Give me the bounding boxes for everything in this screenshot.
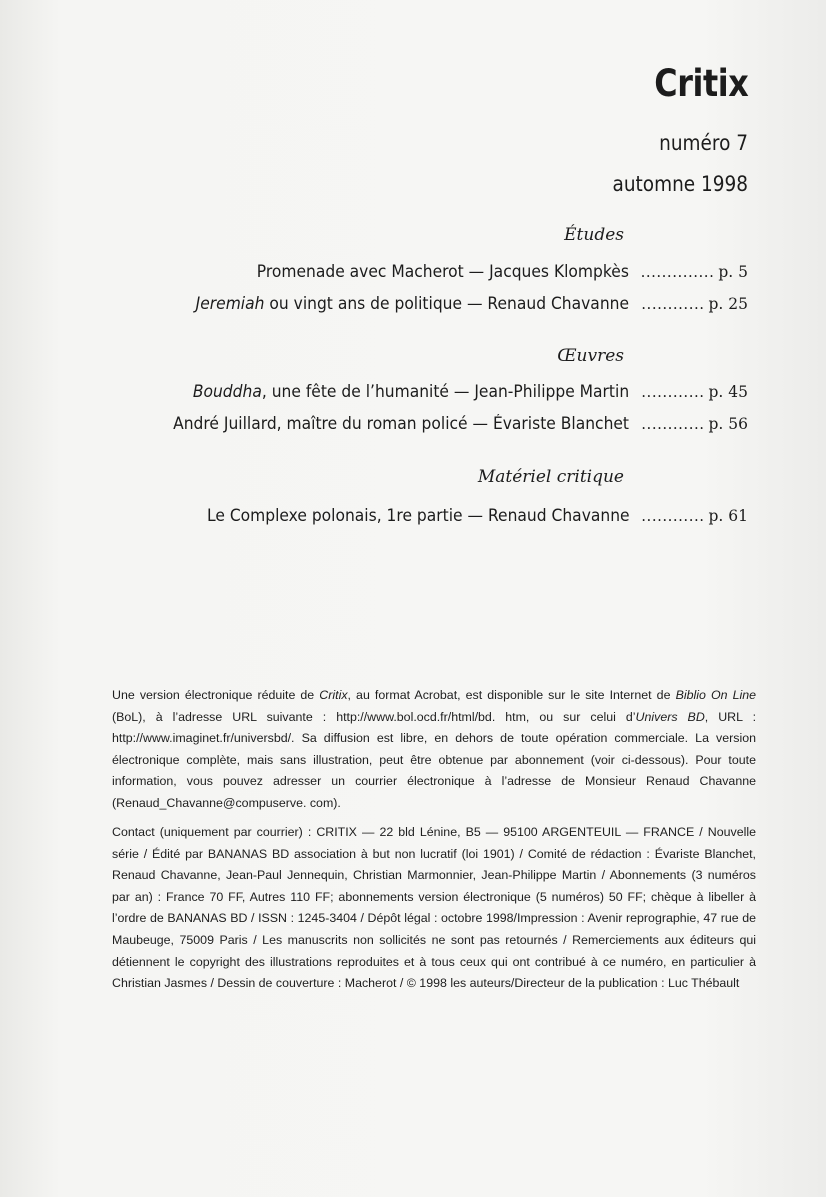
issue-number: numéro 7 [659,131,748,155]
toc-leader: ............ [641,415,705,433]
toc-entry-title-rest: ou vingt ans de politique — Renaud Chavanne [264,294,630,313]
toc-entry-title-italic: Bouddha [192,382,262,401]
toc-page-number: p. 25 [708,295,748,313]
note-text: , URL : http://www.imaginet.fr/universbd/. Sa diffusion est libre, en dehors de toute opération commerciale. La version électronique complète, mais sans illustration, peut être obtenue par abonnement (voir ci-dessous). Pour toute information, vous pouvez adresser un courrier électronique à l’adresse de Monsieur Renaud Chavanne (Renaud_Chavanne@compuserve. com). [112,709,757,810]
section-heading-etudes: Études [564,225,624,245]
toc-leader: .............. [640,263,715,281]
toc-entry-title [193,382,629,401]
note-text: Une version électronique réduite de [112,688,320,702]
toc-page-number: p. 61 [708,507,748,525]
section-heading-oeuvres: Œuvres [557,346,624,366]
toc-entry[interactable] [233,262,748,281]
toc-entry-title [196,294,629,313]
toc-entry-title: Promenade avec Macherot — Jacques Klompkès [256,262,629,281]
toc-entry[interactable] [180,506,748,525]
section-heading-materiel-critique: Matériel critique [477,467,624,487]
issue-season: automne 1998 [612,172,748,196]
toc-page-number: p. 56 [708,415,748,433]
toc-leader: ............ [641,383,705,401]
toc-leader: ............ [641,295,705,313]
note-italic-critix: Critix [319,688,348,702]
toc-entry-title: André Juillard, maître du roman policé — Évariste Blanchet [173,414,630,433]
toc-page-number: p. 5 [718,263,748,281]
note-italic-univers: Univers BD [635,709,705,724]
toc-page-number: p. 45 [708,383,748,401]
toc-entry-title: Le Complexe polonais, 1re partie — Renaud Chavanne [206,506,630,525]
toc-leader: ............ [641,507,705,525]
toc-entry[interactable] [144,414,748,433]
colophon: Contact (uniquement par courrier) : CRITIX — 22 bld Lénine, B5 — 95100 ARGENTEUIL — FRANCE / Nouvelle série / Édité par BANANAS BD association à but non lucratif (loi 1901) / Comité de rédaction : Évariste Blanchet, Renaud Chavanne, Jean-Paul Jennequin, Christian Marmonnier, Jean-Philippe Martin / Abonnements (3 numéros par an) : France 70 FF, Autres 110 FF; abonnements version électronique (5 numéros) 50 FF; chèque à libeller à l’ordre de BANANAS BD / ISSN : 1245-3404 / Dépôt légal : octobre 1998/Impression : Avenir reprographie, 47 rue de Maubeuge, 75009 Paris / Les manuscrits non sollicités ne sont pas retournés / Remerciements aux éditeurs qui détiennent le copyright des illustrations reproduites et à tous ceux qui ont contribué à ce numéro, en particulier à Christian Jasmes / Dessin de couverture : Macherot / © 1998 les auteurs/Directeur de la publication : Luc Thébault [112,825,756,991]
toc-entry[interactable] [168,294,748,313]
toc-entry-title-italic: Jeremiah [195,294,265,313]
electronic-version-note [112,685,756,815]
note-text: (BoL), à l’adresse URL suivante : http://www.bol.ocd.fr/html/bd. htm, ou sur celui d’ [112,709,636,724]
note-text: , au format Acrobat, est disponible sur le site Internet de [347,688,676,702]
toc-entry-title-rest: , une fête de l’humanité — Jean-Philippe Martin [261,382,630,401]
magazine-title: Critix [653,62,748,105]
note-italic-biblio: Biblio On Line [675,688,756,702]
toc-entry[interactable] [165,382,748,401]
